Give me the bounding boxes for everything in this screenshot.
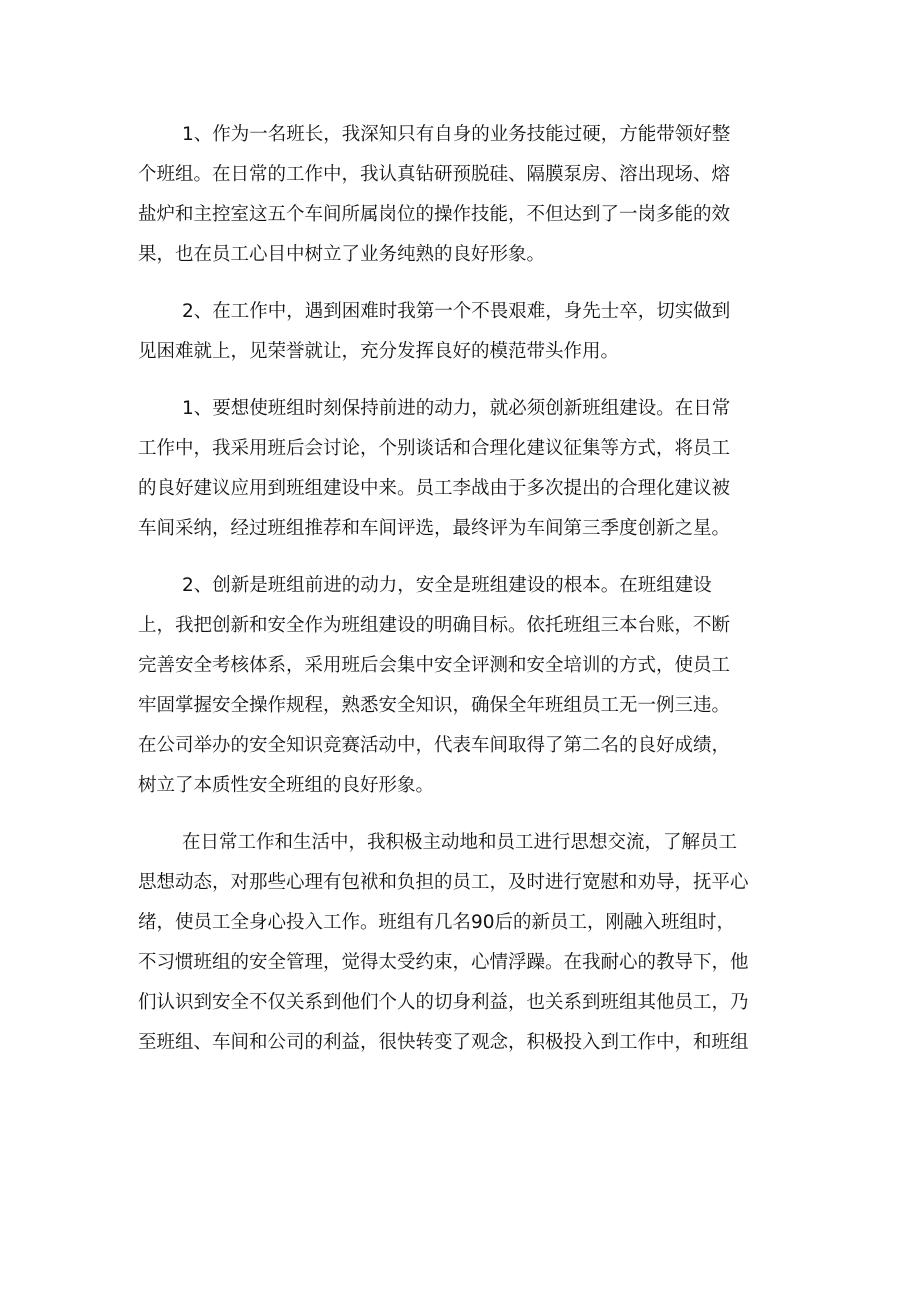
- paragraph-line: 不习惯班组的安全管理，觉得太受约束，心情浮躁。在我耐心的教导下，他: [138, 952, 749, 973]
- paragraph-line: 盐炉和主控室这五个车间所属岗位的操作技能，不但达到了一岗多能的效: [138, 204, 731, 225]
- paragraph-line: 树立了本质性安全班组的良好形象。: [138, 775, 435, 796]
- paragraph-line: 上，我把创新和安全作为班组建设的明确目标。依托班组三本台账，不断: [138, 615, 731, 636]
- paragraph-line: 果，也在员工心目中树立了业务纯熟的良好形象。: [138, 244, 546, 265]
- paragraph-2: [138, 292, 798, 372]
- paragraph-line: 在日常工作和生活中，我积极主动地和员工进行思想交流，了解员工: [182, 832, 738, 853]
- paragraph-3: [138, 389, 798, 549]
- paragraph-1: [138, 115, 798, 275]
- paragraph-line: 工作中，我采用班后会讨论，个别谈话和合理化建议征集等方式，将员工: [138, 438, 731, 459]
- paragraph-gap: [138, 275, 798, 292]
- paragraph-line: 在公司举办的安全知识竞赛活动中，代表车间取得了第二名的良好成绩，: [138, 735, 731, 756]
- paragraph-line: 车间采纳，经过班组推荐和车间评选，最终评为车间第三季度创新之星。: [138, 518, 731, 539]
- paragraph-4: [138, 566, 798, 806]
- paragraph-line: 的良好建议应用到班组建设中来。员工李战由于多次提出的合理化建议被: [138, 478, 731, 499]
- paragraph-gap: [138, 806, 798, 823]
- paragraph-line: 1、作为一名班长，我深知只有自身的业务技能过硬，方能带领好整: [182, 124, 731, 145]
- paragraph-line: 完善安全考核体系，采用班后会集中安全评测和安全培训的方式，使员工: [138, 655, 731, 676]
- paragraph-line: 见困难就上，见荣誉就让，充分发挥良好的模范带头作用。: [138, 341, 620, 362]
- paragraph-line: 思想动态，对那些心理有包袱和负担的员工，及时进行宽慰和劝导，抚平心: [138, 872, 749, 893]
- paragraph-line: 个班组。在日常的工作中，我认真钻研预脱硅、隔膜泵房、溶出现场、熔: [138, 164, 731, 185]
- paragraph-line: 们认识到安全不仅关系到他们个人的切身利益，也关系到班组其他员工，乃: [138, 992, 749, 1013]
- paragraph-5: [138, 823, 798, 1063]
- document-body: [138, 115, 798, 1063]
- paragraph-line: 至班组、车间和公司的利益，很快转变了观念，积极投入到工作中，和班组: [138, 1032, 749, 1053]
- paragraph-gap: [138, 372, 798, 389]
- paragraph-line: 绪，使员工全身心投入工作。班组有几名90后的新员工，刚融入班组时，: [138, 912, 736, 933]
- paragraph-line: 牢固掌握安全操作规程，熟悉安全知识，确保全年班组员工无一例三违。: [138, 695, 731, 716]
- paragraph-line: 2、在工作中，遇到困难时我第一个不畏艰难，身先士卒，切实做到: [182, 301, 731, 322]
- paragraph-line: 2、创新是班组前进的动力，安全是班组建设的根本。在班组建设: [182, 575, 712, 596]
- paragraph-gap: [138, 549, 798, 566]
- paragraph-line: 1、要想使班组时刻保持前进的动力，就必须创新班组建设。在日常: [182, 398, 731, 419]
